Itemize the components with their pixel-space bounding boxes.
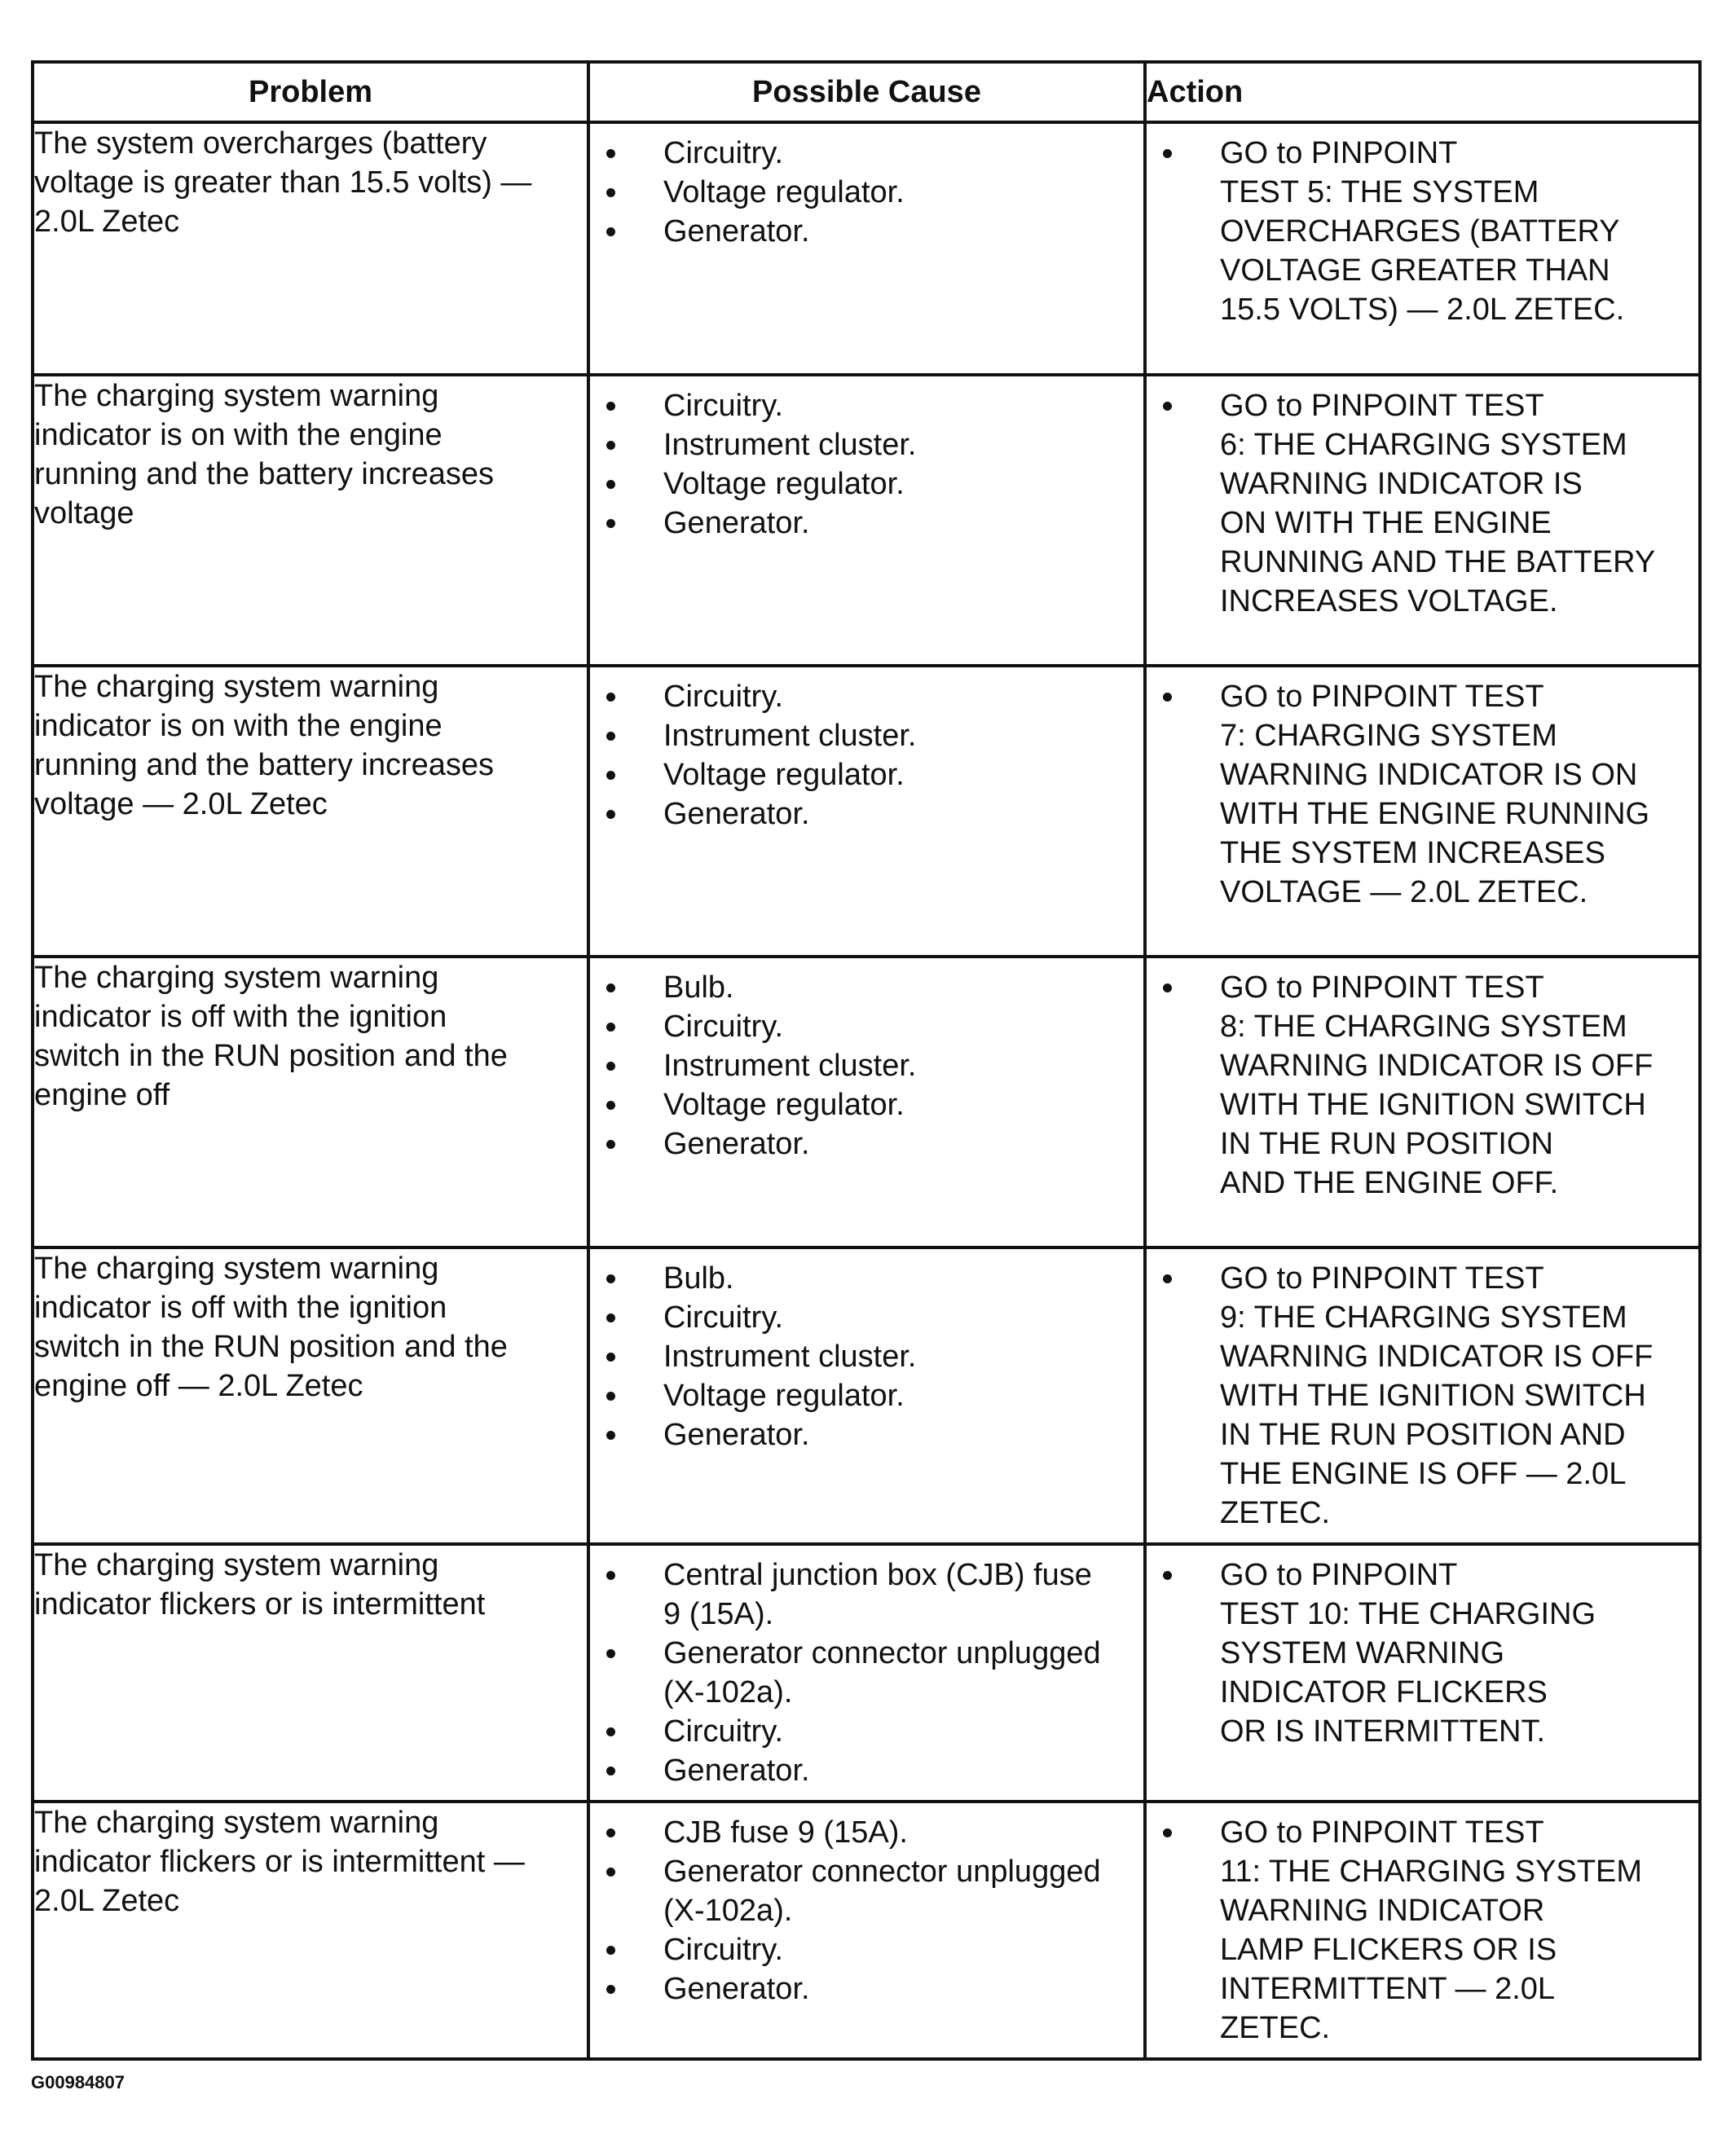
action-cell [1145,666,1700,957]
cause-text: Voltage regulator. [663,1088,905,1122]
cause-text: Instrument cluster. [663,1340,917,1374]
bullet-icon [606,1313,615,1322]
table-body [33,122,1700,2059]
bullet-icon [606,693,615,702]
action-item [1147,1555,1690,1751]
problem-cell: The system overcharges (battery voltage is greater than 15.5 volts) — 2.0L Zetec [33,122,588,375]
cause-text: Instrument cluster. [663,428,917,462]
bullet-icon [606,1392,615,1401]
action-text: GO to PINPOINT TEST 9: THE CHARGING SYSTEM WARNING INDICATOR IS OFF WITH THE IGNITION SWITCH IN THE RUN POSITION AND THE ENGINE IS OFF — 2.0L ZETEC. [1220,1261,1654,1530]
cause-text: Generator connector unplugged (X-102a). [663,1636,1101,1709]
cause-item [590,173,1135,212]
cause-item [590,425,1135,464]
cause-item [590,1930,1135,1969]
action-item [1147,386,1690,621]
action-cell [1145,957,1700,1247]
problem-cell: The charging system warning indicator is off with the ignition switch in the RUN position and the engine off [33,957,588,1247]
cause-list [590,1803,1143,2018]
problem-cell: The charging system warning indicator is on with the engine running and the battery increases voltage — 2.0L Zetec [33,666,588,957]
action-cell [1145,1544,1700,1802]
header-problem: Problem [33,62,588,122]
action-item [1147,134,1690,329]
cause-item [590,1969,1135,2009]
action-item [1147,1813,1690,2048]
header-possible-cause: Possible Cause [588,62,1145,122]
bullet-icon [606,227,615,236]
cause-cell [588,375,1145,666]
cause-item [590,968,1135,1007]
action-list [1147,124,1698,339]
cause-item [590,504,1135,543]
cause-text: Voltage regulator. [663,758,905,792]
action-list [1147,958,1698,1212]
cause-list [590,667,1143,843]
bullet-icon [1163,693,1172,702]
problem-cell: The charging system warning indicator is on with the engine running and the battery increases voltage [33,375,588,666]
action-text: GO to PINPOINT TEST 7: CHARGING SYSTEM WARNING INDICATOR IS ON WITH THE ENGINE RUNNING THE SYSTEM INCREASES VOLTAGE — 2.0L ZETEC. [1220,680,1650,909]
bullet-icon [606,1649,615,1658]
bullet-icon [606,1062,615,1071]
bullet-icon [606,1431,615,1440]
cause-text: Circuitry. [663,1933,784,1967]
cause-list [590,1249,1143,1464]
cause-item [590,677,1135,716]
cause-item [590,1298,1135,1337]
cause-text: Circuitry. [663,680,784,714]
cause-item [590,1085,1135,1124]
bullet-icon [606,149,615,158]
cause-text: Generator. [663,506,810,540]
action-cell [1145,1802,1700,2059]
cause-item [590,1555,1135,1634]
action-text: GO to PINPOINT TEST 8: THE CHARGING SYSTEM WARNING INDICATOR IS OFF WITH THE IGNITION SWITCH IN THE RUN POSITION AND THE ENGINE OFF. [1220,970,1654,1200]
bullet-icon [606,732,615,741]
bullet-icon [606,402,615,411]
bullet-icon [606,1828,615,1837]
bullet-icon [606,1985,615,1994]
cause-text: Voltage regulator. [663,1379,905,1413]
action-cell [1145,122,1700,375]
action-item [1147,1259,1690,1533]
cause-text: Instrument cluster. [663,719,917,753]
table-row [33,122,1700,375]
action-list [1147,1803,1698,2057]
action-text: GO to PINPOINT TEST 10: THE CHARGING SYSTEM WARNING INDICATOR FLICKERS OR IS INTERMITTENT. [1220,1558,1596,1749]
cause-text: CJB fuse 9 (15A). [663,1815,908,1850]
bullet-icon [606,983,615,992]
table-row [33,375,1700,666]
cause-text: Generator. [663,1753,810,1788]
cause-item [590,1712,1135,1751]
cause-list [590,1546,1143,1800]
cause-cell [588,1544,1145,1802]
cause-text: Generator connector unplugged (X-102a). [663,1855,1101,1928]
bullet-icon [606,1101,615,1110]
action-text: GO to PINPOINT TEST 5: THE SYSTEM OVERCHARGES (BATTERY VOLTAGE GREATER THAN 15.5 VOLTS) — 2.0L ZETEC. [1220,136,1625,327]
action-text: GO to PINPOINT TEST 11: THE CHARGING SYSTEM WARNING INDICATOR LAMP FLICKERS OR IS INTERMITTENT — 2.0L ZETEC. [1220,1815,1643,2045]
bullet-icon [606,1353,615,1362]
cause-text: Generator. [663,1127,810,1161]
problem-cell: The charging system warning indicator flickers or is intermittent [33,1544,588,1802]
cause-item [590,1337,1135,1376]
diagnosis-table [31,60,1702,2061]
cause-item [590,1415,1135,1454]
action-item [1147,968,1690,1203]
bullet-icon [606,480,615,489]
cause-item [590,212,1135,251]
cause-text: Generator. [663,1418,810,1452]
cause-cell [588,666,1145,957]
action-cell [1145,375,1700,666]
cause-item [590,1813,1135,1852]
action-item [1147,677,1690,912]
cause-text: Bulb. [663,970,734,1005]
bullet-icon [606,1868,615,1877]
cause-item [590,1852,1135,1930]
action-list [1147,376,1698,631]
cause-list [590,376,1143,552]
bullet-icon [1163,402,1172,411]
cause-item [590,1259,1135,1298]
cause-text: Circuitry. [663,1714,784,1749]
cause-item [590,464,1135,504]
cause-text: Generator. [663,214,810,249]
cause-text: Circuitry. [663,1010,784,1044]
cause-cell [588,1802,1145,2059]
problem-cell: The charging system warning indicator is off with the ignition switch in the RUN position and the engine off — 2.0L Zetec [33,1247,588,1544]
cause-item [590,134,1135,173]
bullet-icon [606,1274,615,1283]
bullet-icon [606,1571,615,1580]
cause-cell [588,957,1145,1247]
cause-item [590,1046,1135,1085]
cause-text: Central junction box (CJB) fuse 9 (15A). [663,1558,1092,1631]
action-list [1147,1546,1698,1761]
bullet-icon [606,188,615,197]
bullet-icon [1163,149,1172,158]
cause-item [590,1124,1135,1164]
cause-item [590,794,1135,834]
cause-text: Circuitry. [663,1300,784,1335]
cause-text: Voltage regulator. [663,175,905,209]
cause-item [590,716,1135,755]
cause-item [590,755,1135,794]
bullet-icon [606,1023,615,1032]
cause-text: Instrument cluster. [663,1049,917,1083]
bullet-icon [1163,1571,1172,1580]
cause-cell [588,122,1145,375]
bullet-icon [606,1946,615,1955]
cause-text: Bulb. [663,1261,734,1296]
bullet-icon [606,441,615,450]
bullet-icon [606,771,615,780]
table-row [33,1544,1700,1802]
action-list [1147,1249,1698,1542]
table-row [33,1247,1700,1544]
header-row [33,62,1700,122]
table-row [33,1802,1700,2059]
cause-item [590,386,1135,425]
bullet-icon [606,1140,615,1149]
table-row [33,666,1700,957]
cause-item [590,1751,1135,1790]
cause-item [590,1007,1135,1046]
cause-list [590,124,1143,261]
action-text: GO to PINPOINT TEST 6: THE CHARGING SYSTEM WARNING INDICATOR IS ON WITH THE ENGINE RUNNING AND THE BATTERY INCREASES VOLTAGE. [1220,389,1656,618]
cause-item [590,1376,1135,1415]
bullet-icon [1163,1828,1172,1837]
action-cell [1145,1247,1700,1544]
header-action: Action [1145,62,1700,122]
figure-code: G00984807 [31,2072,125,2092]
cause-text: Voltage regulator. [663,467,905,501]
bullet-icon [606,810,615,819]
bullet-icon [606,1767,615,1775]
cause-cell [588,1247,1145,1544]
action-list [1147,667,1698,922]
problem-cell: The charging system warning indicator flickers or is intermittent — 2.0L Zetec [33,1802,588,2059]
bullet-icon [1163,983,1172,992]
bullet-icon [606,1727,615,1736]
bullet-icon [1163,1274,1172,1283]
cause-list [590,958,1143,1173]
bullet-icon [606,519,615,528]
cause-text: Circuitry. [663,136,784,170]
cause-text: Generator. [663,1972,810,2006]
table-row [33,957,1700,1247]
cause-item [590,1634,1135,1712]
cause-text: Generator. [663,797,810,831]
cause-text: Circuitry. [663,389,784,423]
